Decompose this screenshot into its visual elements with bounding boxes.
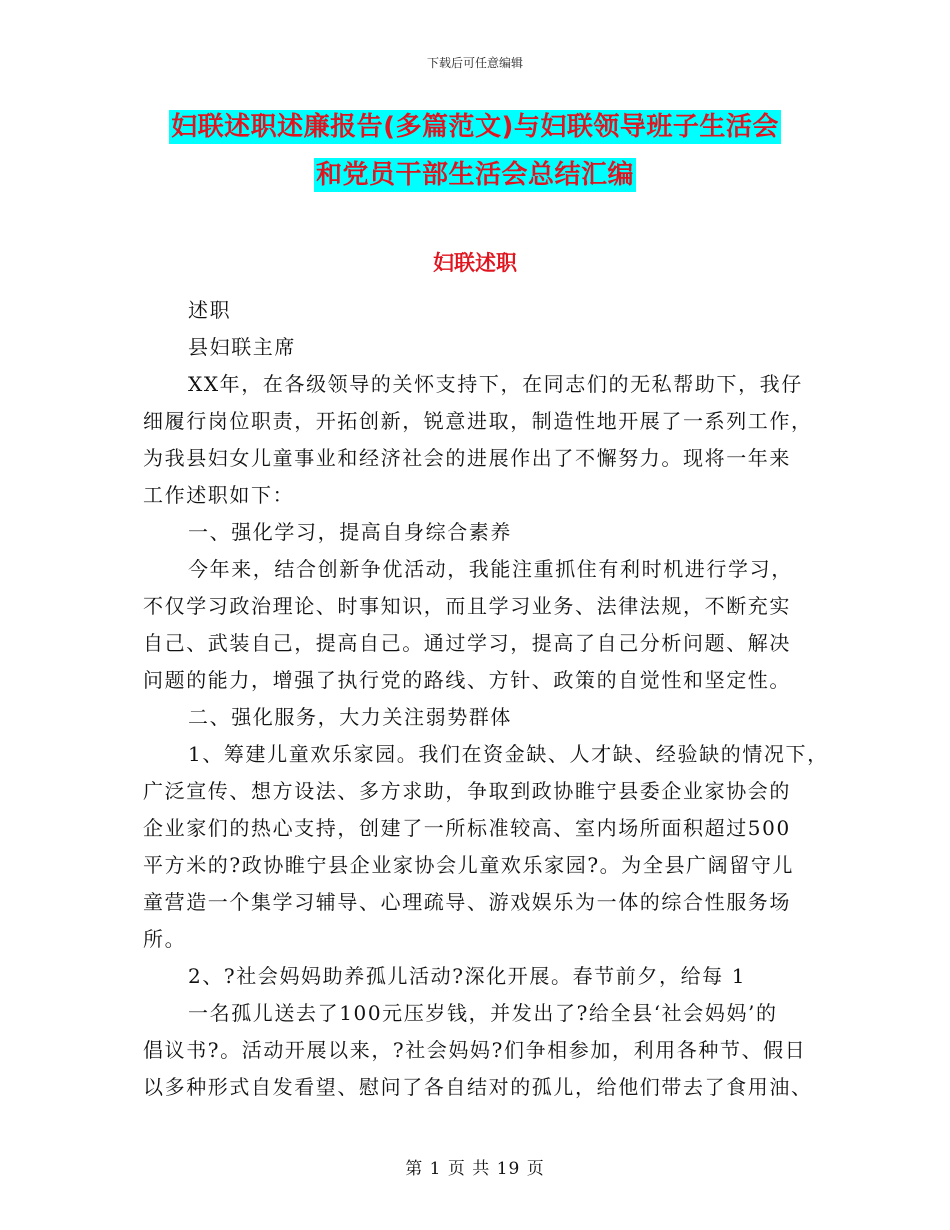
body-line: 倡议书?。活动开展以来，?社会妈妈?们争相参加，利用各种节、假日	[143, 1038, 807, 1062]
body-line: 今年来，结合创新争优活动，我能注重抓住有利时机进行学习，	[188, 557, 793, 581]
body-line: 工作述职如下：	[143, 483, 295, 507]
title-line-1: 妇联述职述廉报告(多篇范文)与妇联领导班子生活会	[171, 112, 779, 142]
body-line: 广泛宣传、想方设法、多方求助，争取到政协睢宁县委企业家协会的	[143, 779, 791, 803]
body-line: 企业家们的热心支持，创建了一所标准较高、室内场所面积超过500	[143, 816, 791, 840]
body-line: 以多种形式自发看望、慰问了各自结对的孤儿，给他们带去了食用油、	[143, 1075, 813, 1099]
body-line: 二、强化服务，大力关注弱势群体	[188, 705, 512, 729]
body-line: XX年，在各级领导的关怀支持下，在同志们的无私帮助下，我仔	[188, 372, 803, 396]
body-line: 细履行岗位职责，开拓创新，锐意进取，制造性地开展了一系列工作，	[143, 409, 813, 433]
body-line: 为我县妇女儿童事业和经济社会的进展作出了不懈努力。现将一年来	[143, 446, 791, 470]
body-line: 童营造一个集学习辅导、心理疏导、游戏娱乐为一体的综合性服务场	[143, 890, 791, 914]
body-line: 不仅学习政治理论、时事知识，而且学习业务、法律法规，不断充实	[143, 594, 791, 618]
body-line: 平方米的?政协睢宁县企业家协会儿童欢乐家园?。为全县广阔留守儿	[143, 853, 795, 877]
document-body	[143, 292, 829, 1106]
page-number: 第 1 页 共 19 页	[405, 1159, 545, 1179]
body-line: 一名孤儿送去了100元压岁钱，并发出了?给全县‘社会妈妈’的	[188, 1001, 778, 1025]
body-line: 自己、武装自己，提高自己。通过学习，提高了自己分析问题、解决	[143, 631, 791, 655]
header-note: 下载后可任意编辑	[426, 56, 523, 70]
title-line-2: 和党员干部生活会总结汇编	[315, 160, 634, 190]
body-line: 2、?社会妈妈助养孤儿活动?深化开展。春节前夕，给每 1	[188, 964, 747, 988]
body-line: 问题的能力，增强了执行党的路线、方针、政策的自觉性和坚定性。	[143, 668, 791, 692]
document-title	[0, 110, 950, 206]
body-line: 1、筹建儿童欢乐家园。我们在资金缺、人才缺、经验缺的情况下，	[188, 742, 829, 766]
body-line: 述职	[188, 298, 232, 322]
section-heading: 妇联述职	[433, 251, 517, 275]
body-line: 所。	[143, 927, 187, 951]
body-line: 县妇联主席	[188, 335, 296, 359]
body-line: 一、强化学习，提高自身综合素养	[188, 520, 512, 544]
